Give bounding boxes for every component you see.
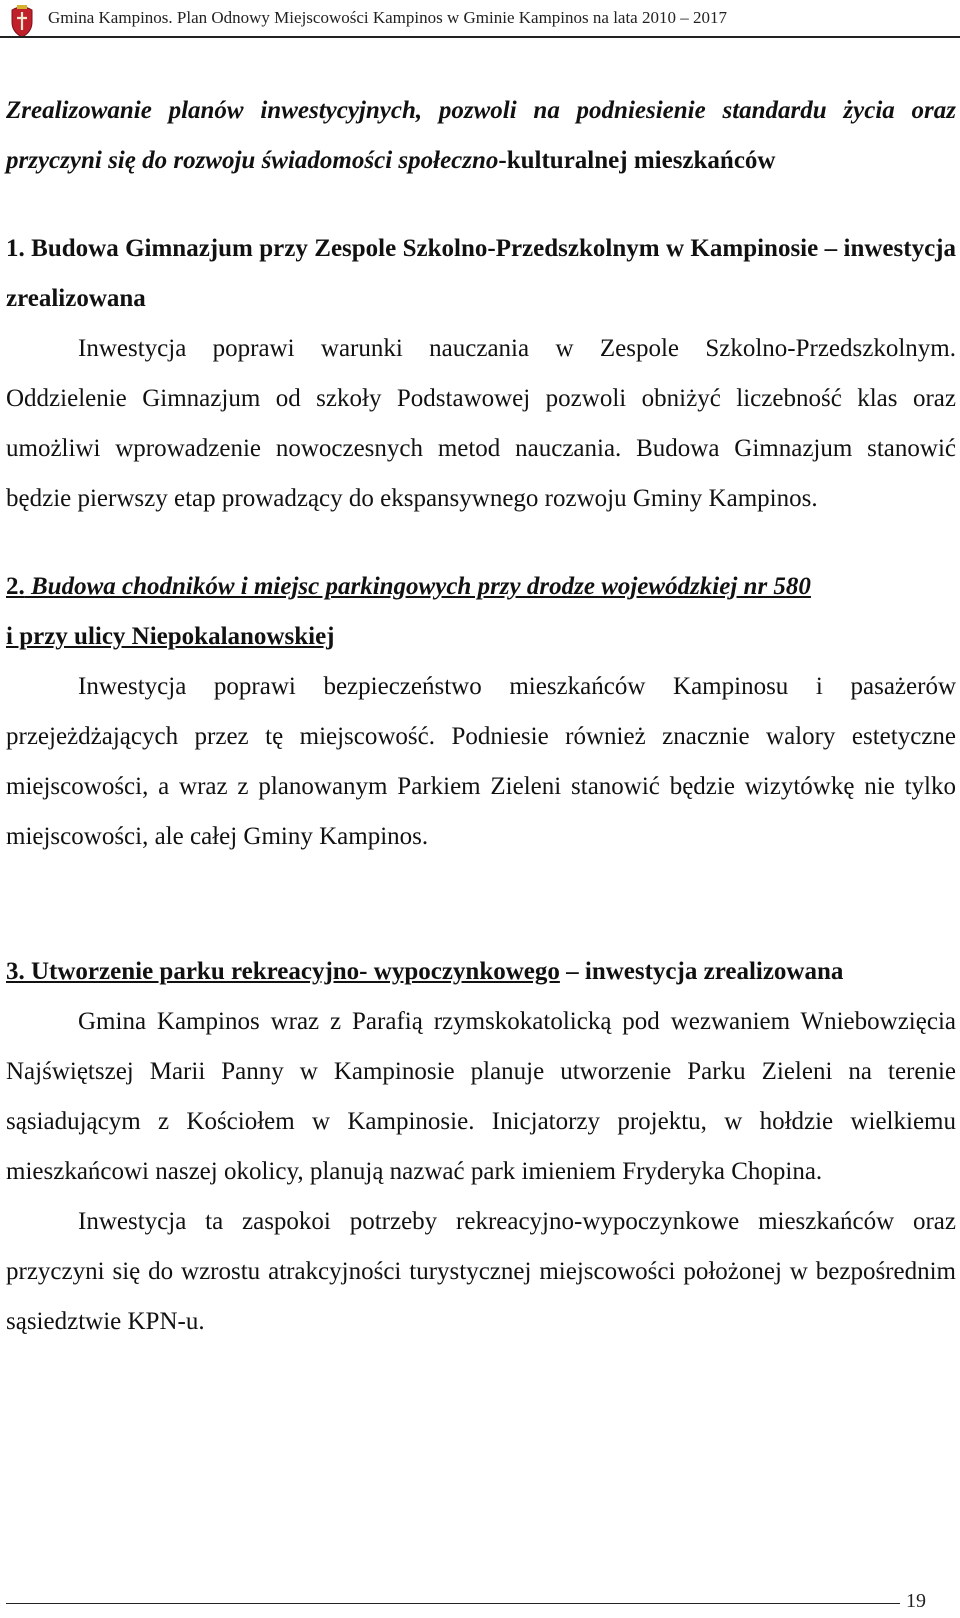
section-3-heading-tail: – inwestycja zrealizowana	[559, 958, 844, 985]
footer-divider	[6, 1603, 900, 1604]
intro-italic-text: Zrealizowanie planów inwestycyjnych, pozwoli na podniesienie standardu życia oraz przyczyni się do rozwoju świadomości społeczno	[6, 97, 956, 174]
intro-paragraph	[6, 86, 956, 186]
section-3-heading-underlined: 3. Utworzenie parku rekreacyjno- wypoczynkowego	[6, 958, 560, 985]
section-1-heading: 1. Budowa Gimnazjum przy Zespole Szkolno-Przedszkolnym w Kampinosie – inwestycja zrealizowana	[6, 235, 956, 312]
section-2-number: 2.	[6, 573, 25, 600]
section-2-heading-line2: i przy ulicy Niepokalanowskiej	[6, 623, 335, 650]
page-header	[0, 0, 960, 44]
section-1-body: Inwestycja poprawi warunki nauczania w Zespole Szkolno-Przedszkolnym. Oddzielenie Gimnazjum od szkoły Podstawowej pozwoli obniżyć liczebność klas oraz umożliwi wprowadzenie nowoczesnych metod nauczania. Budowa Gimnazjum stanowić będzie pierwszy etap prowadzący do ekspansywnego rozwoju Gminy Kampinos.	[6, 335, 956, 512]
coat-of-arms-icon	[8, 4, 36, 38]
header-divider	[0, 36, 960, 38]
section-2-heading	[6, 562, 956, 612]
section-3-heading	[6, 947, 956, 997]
header-title: Gmina Kampinos. Plan Odnowy Miejscowości Kampinos w Gminie Kampinos na lata 2010 – 2017	[48, 8, 727, 27]
section-3-body-1: Gmina Kampinos wraz z Parafią rzymskokatolicką pod wezwaniem Wniebowzięcia Najświętszej Marii Panny w Kampinosie planuje utworzenie Parku Zieleni na terenie sąsiadującym z Kościołem w Kampinosie. Inicjatorzy projektu, w hołdzie wielkiemu mieszkańcowi naszej okolicy, planują nazwać park imieniem Fryderyka Chopina.	[6, 1008, 956, 1185]
section-3-body-2: Inwestycja ta zaspokoi potrzeby rekreacyjno-wypoczynkowe mieszkańców oraz przyczyni się do wzrostu atrakcyjności turystycznej miejscowości położonej w bezpośrednim sąsiedztwie KPN-u.	[6, 1208, 956, 1335]
section-2-heading-italic: Budowa chodników i miejsc parkingowych przy drodze wojewódzkiej nr 580	[24, 573, 811, 600]
page-number: 19	[906, 1590, 926, 1612]
document-body	[6, 86, 956, 1347]
intro-tail-text: -kulturalnej mieszkańców	[498, 147, 776, 174]
section-2-body: Inwestycja poprawi bezpieczeństwo mieszkańców Kampinosu i pasażerów przejeżdżających przez tę miejscowość. Podniesie również znacznie walory estetyczne miejscowości, a wraz z planowanym Parkiem Zieleni stanowić będzie wizytówkę nie tylko miejscowości, ale całej Gminy Kampinos.	[6, 673, 956, 850]
